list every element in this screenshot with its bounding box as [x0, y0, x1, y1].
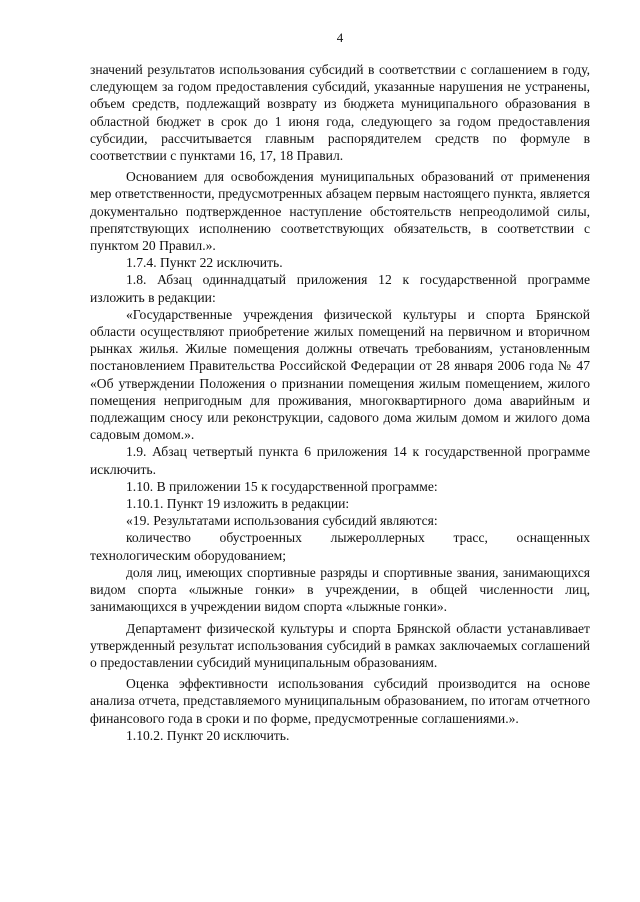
paragraph-3: 1.7.4. Пункт 22 исключить.: [126, 255, 283, 271]
paragraph-4: 1.8. Абзац одиннадцатый приложения 12 к государственной программе изложить в редакции:: [90, 272, 590, 305]
paragraph-13: Оценка эффективности использования субсидий производится на основе анализа отчета, представляемого муниципальным образованием, по итогам отчетного финансового года в сроки и по форме, предусмотренные соглашениями.».: [90, 676, 590, 726]
paragraph-11: доля лиц, имеющих спортивные разряды и спортивные звания, занимающихся видом спорта «лыжные гонки» в учреждении, в общей численности лиц, занимающихся в учреждении видом спорта «лыжные гонки».: [90, 564, 590, 615]
paragraph-8: 1.10.1. Пункт 19 изложить в редакции:: [126, 496, 350, 512]
paragraph-10: количество обустроенных лыжероллерных трасс, оснащенных технологическим оборудованием;: [90, 530, 590, 563]
paragraph-2: Основанием для освобождения муниципальных образований от применения мер ответственности, предусмотренных абзацем первым настоящего пункта, является документально подтвержденное наступление обстоятельств непреодолимой силы, препятствующих исполнению соответствующих обязательств, в соответствии с пунктом 20 Правил.».: [90, 169, 590, 254]
paragraph-7: 1.10. В приложении 15 к государственной программе:: [126, 478, 438, 494]
paragraph-9: «19. Результатами использования субсидий являются:: [126, 513, 438, 529]
paragraph-14: 1.10.2. Пункт 20 исключить.: [126, 727, 290, 743]
paragraph-6: 1.9. Абзац четвертый пункта 6 приложения 14 к государственной программе исключить.: [90, 444, 590, 477]
document-body: [90, 30, 590, 744]
paragraph-5: «Государственные учреждения физической культуры и спорта Брянской области осуществляют приобретение жилых помещений на первичном и вторичном рынках жилья. Жилые помещения должны отвечать требованиям, установленным постановлением Правительства Российской Федерации от 28 января 2006 года № 47 «Об утверждении Положения о признании помещения жилым помещением, жилого помещения непригодным для проживания, многоквартирного дома аварийным и подлежащим сносу или реконструкции, садового дома жилым домом и жилого дома садовым домом.».: [90, 306, 590, 443]
page-number: 4: [336, 30, 344, 45]
paragraph-1: значений результатов использования субсидий в соответствии с соглашением в году, следующем за годом предоставления субсидий, указанные нарушения не устранены, объем средств, подлежащий возврату из бюджета муниципального образования в областной бюджет в срок до 1 июня года, следующего за годом предоставления субсидии, рассчитывается главным распорядителем средств по формуле в соответствии с пунктами 16, 17, 18 Правил.: [90, 62, 590, 164]
paragraph-12: Департамент физической культуры и спорта Брянской области устанавливает утвержденный результат использования субсидий в рамках заключаемых соглашений о предоставлении субсидий муниципальным образованиям.: [90, 620, 590, 670]
